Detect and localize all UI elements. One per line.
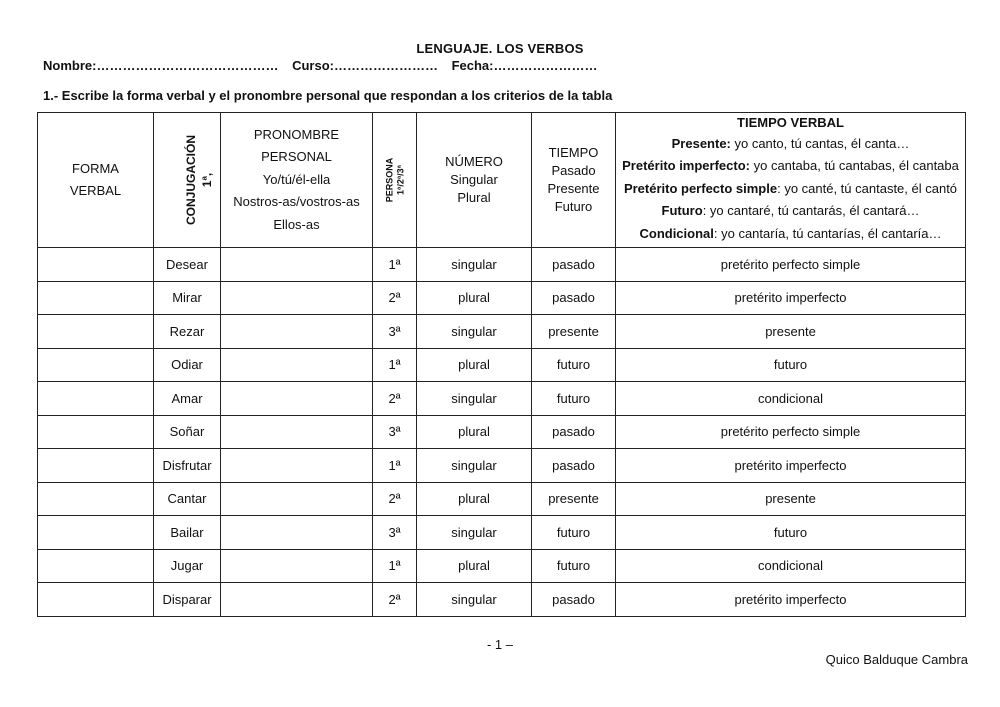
persona-cell: 2ª bbox=[373, 281, 417, 315]
header-tiempo-verbal bbox=[616, 113, 966, 248]
forma-verbal-cell[interactable] bbox=[38, 549, 154, 583]
table-row bbox=[38, 248, 966, 282]
page-number: - 1 – bbox=[486, 637, 513, 652]
tiempo-verbal-cell: condicional bbox=[616, 382, 966, 416]
tiempo-cell: presente bbox=[532, 315, 616, 349]
tiempo-verbal-condicional: Condicional: yo cantaría, tú cantarías, él cantaría… bbox=[639, 225, 942, 241]
tiempo-cell: pasado bbox=[532, 415, 616, 449]
tiempo-verbal-cell: condicional bbox=[616, 549, 966, 583]
exercise-instruction: 1.- Escribe la forma verbal y el pronombre personal que respondan a los criterios de la tabla bbox=[43, 88, 613, 103]
fecha-field[interactable]: Fecha:…………………… bbox=[451, 58, 598, 73]
forma-verbal-cell[interactable] bbox=[38, 583, 154, 617]
forma-verbal-cell[interactable] bbox=[38, 449, 154, 483]
table-row bbox=[38, 415, 966, 449]
persona-cell: 2ª bbox=[373, 482, 417, 516]
forma-verbal-cell[interactable] bbox=[38, 482, 154, 516]
tiempo-cell: pasado bbox=[532, 248, 616, 282]
verb-cell: Desear bbox=[154, 248, 221, 282]
persona-cell: 1ª bbox=[373, 248, 417, 282]
verb-cell: Soñar bbox=[154, 415, 221, 449]
table-row bbox=[38, 348, 966, 382]
header-numero: NÚMERO Singular Plural bbox=[417, 113, 532, 248]
forma-verbal-cell[interactable] bbox=[38, 248, 154, 282]
pronombre-cell[interactable] bbox=[221, 549, 373, 583]
forma-verbal-cell[interactable] bbox=[38, 348, 154, 382]
table-row bbox=[38, 281, 966, 315]
numero-cell: singular bbox=[417, 516, 532, 550]
verbs-table bbox=[37, 112, 966, 617]
nombre-field[interactable]: Nombre:…………………………………… bbox=[43, 58, 279, 73]
tiempo-cell: futuro bbox=[532, 516, 616, 550]
persona-cell: 3ª bbox=[373, 415, 417, 449]
numero-cell: plural bbox=[417, 549, 532, 583]
verb-cell: Mirar bbox=[154, 281, 221, 315]
tiempo-verbal-cell: presente bbox=[616, 482, 966, 516]
verb-cell: Jugar bbox=[154, 549, 221, 583]
tiempo-verbal-cell: presente bbox=[616, 315, 966, 349]
numero-cell: singular bbox=[417, 382, 532, 416]
tiempo-cell: futuro bbox=[532, 549, 616, 583]
pronombre-cell[interactable] bbox=[221, 482, 373, 516]
table-row bbox=[38, 583, 966, 617]
header-conjugacion: CONJUGACIÓN 1ª, bbox=[154, 113, 221, 248]
verb-cell: Disfrutar bbox=[154, 449, 221, 483]
author-name: Quico Balduque Cambra bbox=[825, 652, 968, 667]
worksheet-title: LENGUAJE. LOS VERBOS bbox=[416, 41, 584, 56]
numero-cell: plural bbox=[417, 482, 532, 516]
forma-verbal-cell[interactable] bbox=[38, 516, 154, 550]
tiempo-verbal-perfecto: Pretérito perfecto simple: yo canté, tú cantaste, él cantó bbox=[623, 180, 958, 196]
header-pronombre-personal: PRONOMBRE PERSONAL Yo/tú/él-ella Nostros-as/vostros-as Ellos-as bbox=[221, 113, 373, 248]
verb-cell: Odiar bbox=[154, 348, 221, 382]
forma-verbal-cell[interactable] bbox=[38, 415, 154, 449]
pronombre-cell[interactable] bbox=[221, 583, 373, 617]
table-row bbox=[38, 549, 966, 583]
pronombre-cell[interactable] bbox=[221, 382, 373, 416]
table-header-row bbox=[38, 113, 966, 248]
numero-cell: singular bbox=[417, 315, 532, 349]
numero-cell: plural bbox=[417, 281, 532, 315]
verb-cell: Disparar bbox=[154, 583, 221, 617]
pronombre-cell[interactable] bbox=[221, 449, 373, 483]
persona-cell: 1ª bbox=[373, 549, 417, 583]
student-info-line bbox=[43, 58, 608, 73]
persona-cell: 1ª bbox=[373, 449, 417, 483]
tiempo-verbal-futuro: Futuro: yo cantaré, tú cantarás, él cantará… bbox=[661, 203, 920, 219]
tiempo-verbal-imperfecto: Pretérito imperfecto: yo cantaba, tú cantabas, él cantaba bbox=[622, 158, 959, 174]
tiempo-cell: futuro bbox=[532, 382, 616, 416]
tiempo-verbal-cell: futuro bbox=[616, 516, 966, 550]
numero-cell: singular bbox=[417, 449, 532, 483]
curso-field[interactable]: Curso:…………………… bbox=[292, 58, 438, 73]
table-row bbox=[38, 449, 966, 483]
forma-verbal-cell[interactable] bbox=[38, 382, 154, 416]
tiempo-verbal-title: TIEMPO VERBAL bbox=[737, 114, 844, 130]
table-row bbox=[38, 315, 966, 349]
table-body bbox=[38, 248, 966, 617]
tiempo-cell: pasado bbox=[532, 583, 616, 617]
persona-cell: 2ª bbox=[373, 583, 417, 617]
tiempo-verbal-cell: pretérito imperfecto bbox=[616, 583, 966, 617]
verb-cell: Amar bbox=[154, 382, 221, 416]
pronombre-cell[interactable] bbox=[221, 415, 373, 449]
header-persona: PERSONA 1ª/2ª/3ª bbox=[373, 113, 417, 248]
verb-cell: Bailar bbox=[154, 516, 221, 550]
tiempo-verbal-cell: futuro bbox=[616, 348, 966, 382]
forma-verbal-cell[interactable] bbox=[38, 281, 154, 315]
tiempo-cell: futuro bbox=[532, 348, 616, 382]
tiempo-verbal-cell: pretérito perfecto simple bbox=[616, 248, 966, 282]
forma-verbal-cell[interactable] bbox=[38, 315, 154, 349]
tiempo-cell: presente bbox=[532, 482, 616, 516]
tiempo-verbal-presente: Presente: yo canto, tú cantas, él canta… bbox=[671, 135, 910, 151]
header-tiempo: TIEMPO Pasado Presente Futuro bbox=[532, 113, 616, 248]
table-row bbox=[38, 516, 966, 550]
persona-cell: 1ª bbox=[373, 348, 417, 382]
tiempo-cell: pasado bbox=[532, 281, 616, 315]
numero-cell: singular bbox=[417, 248, 532, 282]
pronombre-cell[interactable] bbox=[221, 248, 373, 282]
header-forma-verbal: FORMA VERBAL bbox=[38, 113, 154, 248]
pronombre-cell[interactable] bbox=[221, 516, 373, 550]
numero-cell: singular bbox=[417, 583, 532, 617]
table-row bbox=[38, 382, 966, 416]
pronombre-cell[interactable] bbox=[221, 315, 373, 349]
pronombre-cell[interactable] bbox=[221, 281, 373, 315]
numero-cell: plural bbox=[417, 348, 532, 382]
tiempo-verbal-cell: pretérito perfecto simple bbox=[616, 415, 966, 449]
table-row bbox=[38, 482, 966, 516]
numero-cell: plural bbox=[417, 415, 532, 449]
pronombre-cell[interactable] bbox=[221, 348, 373, 382]
tiempo-cell: pasado bbox=[532, 449, 616, 483]
verb-cell: Rezar bbox=[154, 315, 221, 349]
persona-cell: 3ª bbox=[373, 516, 417, 550]
tiempo-verbal-cell: pretérito imperfecto bbox=[616, 449, 966, 483]
persona-cell: 2ª bbox=[373, 382, 417, 416]
tiempo-verbal-cell: pretérito imperfecto bbox=[616, 281, 966, 315]
verb-cell: Cantar bbox=[154, 482, 221, 516]
persona-cell: 3ª bbox=[373, 315, 417, 349]
